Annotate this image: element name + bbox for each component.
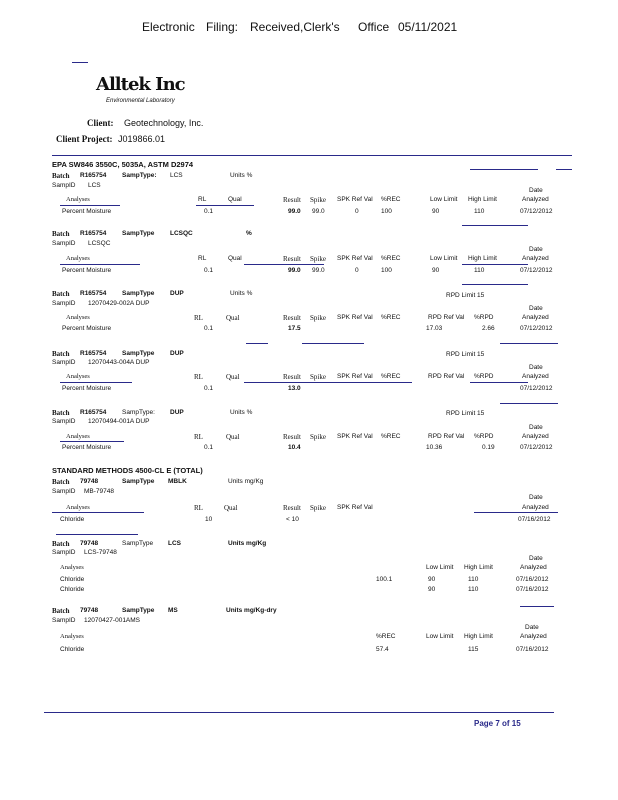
batch-id: 79748 — [80, 607, 99, 614]
analyses-header: Analyses — [60, 564, 84, 571]
result-header: Result — [283, 255, 301, 263]
high-limit-value: 115 — [468, 646, 479, 653]
analyte: Chloride — [60, 516, 85, 523]
batch-label: Batch — [52, 172, 70, 180]
analyte: Percent Moisture — [62, 385, 112, 392]
sampid-label: SampID — [52, 359, 76, 366]
samptype-value: MS — [168, 607, 178, 614]
date-value: 07/12/2012 — [520, 444, 553, 451]
high-limit-value: 110 — [468, 576, 479, 583]
analyses-header: Analyses — [66, 196, 90, 203]
low-limit-value: 90 — [432, 208, 440, 215]
result-value: 10.4 — [288, 444, 301, 451]
qual-header: Qual — [226, 433, 240, 441]
analyzed-header: Analyzed — [522, 196, 549, 203]
result-header: Result — [283, 504, 301, 512]
spk-ref-val-header: SPK Ref Val — [337, 255, 373, 262]
analyte: Chloride — [60, 586, 85, 593]
sampid-label: SampID — [52, 617, 76, 624]
rec-header: %REC — [381, 255, 401, 262]
date-value: 07/16/2012 — [516, 646, 549, 653]
low-limit-value: 90 — [432, 267, 440, 274]
header-date: 05/11/2021 — [398, 20, 458, 34]
rec-value: 100 — [381, 208, 392, 215]
high-limit-header: High Limit — [464, 633, 493, 640]
page-number: Page 7 of 15 — [474, 719, 521, 728]
result-header: Result — [283, 373, 301, 381]
spike-header: Spike — [310, 255, 326, 263]
samptype-label: SampType: — [122, 172, 157, 179]
batch-label: Batch — [52, 290, 70, 298]
low-limit-header: Low Limit — [426, 633, 454, 640]
samptype-value: DUP — [170, 409, 184, 416]
batch-id: 79748 — [80, 540, 99, 547]
analyte: Percent Moisture — [62, 267, 112, 274]
spike-header: Spike — [310, 373, 326, 381]
sampid-label: SampID — [52, 549, 76, 556]
rl-value: 0.1 — [204, 267, 214, 274]
low-limit-header: Low Limit — [426, 564, 454, 571]
rec-value: 100.1 — [376, 576, 393, 583]
analyzed-header: Analyzed — [522, 373, 549, 380]
batch-id: R165754 — [80, 172, 107, 179]
analyte: Chloride — [60, 646, 85, 653]
analyzed-header: Analyzed — [522, 314, 549, 321]
spk-ref-value: 0 — [355, 208, 359, 215]
date-label: Date — [529, 424, 543, 431]
result-value: 99.0 — [288, 208, 301, 215]
qual-header: Qual — [224, 504, 238, 512]
result-header: Result — [283, 196, 301, 204]
rl-value: 0.1 — [204, 385, 214, 392]
analyses-header: Analyses — [66, 373, 90, 380]
header-received: Received,Clerk's — [250, 20, 340, 34]
rpd-header: %RPD — [474, 314, 494, 321]
batch-label: Batch — [52, 409, 70, 417]
date-label: Date — [529, 187, 543, 194]
samptype-label: SampType — [122, 478, 155, 485]
rpd-limit-label: RPD Limit 15 — [446, 410, 485, 417]
high-limit-value: 110 — [468, 586, 479, 593]
rl-header: RL — [198, 196, 207, 203]
client-value: Geotechnology, Inc. — [124, 118, 204, 128]
rpd-header: %RPD — [474, 373, 494, 380]
rec-header: %REC — [381, 373, 401, 380]
rpd-value: 2.66 — [482, 325, 495, 332]
samptype-label: SampType — [122, 607, 155, 614]
units-label: Units mg/Kg — [228, 540, 267, 547]
analyses-header: Analyses — [60, 633, 84, 640]
batch-id: R165754 — [80, 290, 107, 297]
client-project-label: Client Project: — [56, 134, 113, 144]
result-header: Result — [283, 314, 301, 322]
spike-header: Spike — [310, 433, 326, 441]
date-value: 07/12/2012 — [520, 208, 553, 215]
method-title-1: EPA SW846 3550C, 5035A, ASTM D2974 — [52, 160, 194, 169]
batch-id: R165754 — [80, 230, 107, 237]
date-value: 07/16/2012 — [518, 516, 551, 523]
date-label: Date — [529, 555, 543, 562]
samptype-label: SampType — [122, 290, 155, 297]
low-limit-value: 90 — [428, 576, 436, 583]
header-electronic: Electronic — [142, 20, 195, 34]
analyses-header: Analyses — [66, 255, 90, 262]
batch-id: R165754 — [80, 350, 107, 357]
analyzed-header: Analyzed — [520, 564, 547, 571]
date-value: 07/12/2012 — [520, 385, 553, 392]
sampid-value: 12070443-004A DUP — [88, 359, 150, 366]
rpd-ref-val-header: RPD Ref Val — [428, 433, 465, 440]
analyzed-header: Analyzed — [522, 255, 549, 262]
header-office: Office — [358, 20, 390, 34]
samptype-label: SampType: — [122, 409, 155, 416]
samptype-label: SampType — [122, 230, 155, 237]
date-value: 07/12/2012 — [520, 325, 553, 332]
analyzed-header: Analyzed — [522, 433, 549, 440]
lab-logo: Alltek Inc — [96, 74, 185, 95]
batch-label: Batch — [52, 230, 70, 238]
sampid-value: LCS-79748 — [84, 549, 117, 556]
rec-header: %REC — [381, 314, 401, 321]
spk-ref-val-header: SPK Ref Val — [337, 504, 373, 511]
rpd-value: 0.19 — [482, 444, 495, 451]
date-value: 07/16/2012 — [516, 586, 549, 593]
rpd-limit-label: RPD Limit 15 — [446, 292, 485, 299]
rl-header: RL — [194, 433, 203, 441]
high-limit-header: High Limit — [468, 196, 497, 203]
sampid-value: 12070494-001A DUP — [88, 418, 150, 425]
spike-header: Spike — [310, 196, 326, 204]
rpd-limit-label: RPD Limit 15 — [446, 351, 485, 358]
rpd-ref-val-header: RPD Ref Val — [428, 314, 465, 321]
analyte: Percent Moisture — [62, 444, 112, 451]
units-label: % — [246, 230, 252, 237]
qual-header: Qual — [226, 314, 240, 322]
client-project-value: J019866.01 — [118, 134, 166, 144]
high-limit-value: 110 — [474, 208, 485, 215]
units-label: Units % — [230, 172, 253, 179]
samptype-value: DUP — [170, 350, 184, 357]
rpd-header: %RPD — [474, 433, 494, 440]
header-filing: Filing: — [206, 20, 239, 34]
qual-header: Qual — [228, 255, 242, 262]
sampid-value: LCSQC — [88, 240, 111, 247]
batch-label: Batch — [52, 540, 70, 548]
spk-ref-val-header: SPK Ref Val — [337, 373, 373, 380]
sampid-value: LCS — [88, 182, 101, 189]
date-label: Date — [529, 494, 543, 501]
method-title-2: STANDARD METHODS 4500-CL E (TOTAL) — [52, 466, 203, 475]
samptype-value: LCS — [168, 540, 181, 547]
high-limit-header: High Limit — [464, 564, 493, 571]
rl-header: RL — [194, 373, 203, 381]
analyzed-header: Analyzed — [522, 504, 549, 511]
spk-ref-val-header: SPK Ref Val — [337, 314, 373, 321]
high-limit-value: 110 — [474, 267, 485, 274]
batch-id: 79748 — [80, 478, 99, 485]
qual-header: Qual — [228, 196, 242, 203]
result-value: 13.0 — [288, 385, 301, 392]
samptype-value: MBLK — [168, 478, 187, 485]
batch-label: Batch — [52, 478, 70, 486]
spike-header: Spike — [310, 314, 326, 322]
samptype-value: DUP — [170, 290, 184, 297]
sampid-label: SampID — [52, 182, 76, 189]
date-value: 07/16/2012 — [516, 576, 549, 583]
spike-value: 99.0 — [312, 267, 325, 274]
analyzed-header: Analyzed — [520, 633, 547, 640]
lab-logo-subtitle: Environmental Laboratory — [106, 98, 175, 104]
sampid-label: SampID — [52, 488, 76, 495]
low-limit-value: 90 — [428, 586, 436, 593]
spike-header: Spike — [310, 504, 326, 512]
rl-value: 0.1 — [204, 208, 214, 215]
date-label: Date — [529, 305, 543, 312]
low-limit-header: Low Limit — [430, 196, 458, 203]
low-limit-header: Low Limit — [430, 255, 458, 262]
sampid-value: 12070429-002A DUP — [88, 300, 150, 307]
sampid-label: SampID — [52, 240, 76, 247]
rec-header: %REC — [376, 633, 396, 640]
rec-value: 100 — [381, 267, 392, 274]
analyte: Percent Moisture — [62, 325, 112, 332]
date-value: 07/12/2012 — [520, 267, 553, 274]
rl-header: RL — [194, 314, 203, 322]
sampid-value: 12070427-001AMS — [84, 617, 141, 624]
batch-id: R165754 — [80, 409, 107, 416]
spk-ref-val-header: SPK Ref Val — [337, 196, 373, 203]
units-label: Units % — [230, 290, 253, 297]
analyses-header: Analyses — [66, 433, 90, 440]
result-header: Result — [283, 433, 301, 441]
spk-ref-value: 0 — [355, 267, 359, 274]
batch-label: Batch — [52, 350, 70, 358]
rec-value: 57.4 — [376, 646, 389, 653]
analyses-header: Analyses — [66, 504, 90, 511]
rl-header: RL — [194, 504, 203, 512]
samptype-value: LCS — [170, 172, 183, 179]
samptype-label: SampType — [122, 540, 154, 547]
date-label: Date — [525, 624, 539, 631]
units-label: Units % — [230, 409, 253, 416]
rec-header: %REC — [381, 196, 401, 203]
rpd-ref-value: 17.03 — [426, 325, 443, 332]
client-label: Client: — [87, 118, 114, 128]
rpd-ref-val-header: RPD Ref Val — [428, 373, 465, 380]
result-value: 17.5 — [288, 325, 301, 332]
result-value: 99.0 — [288, 267, 301, 274]
analyte: Percent Moisture — [62, 208, 112, 215]
analyses-header: Analyses — [66, 314, 90, 321]
sampid-label: SampID — [52, 300, 76, 307]
units-label: Units mg/Kg-dry — [226, 607, 277, 614]
rpd-ref-value: 10.36 — [426, 444, 443, 451]
spike-value: 99.0 — [312, 208, 325, 215]
sampid-label: SampID — [52, 418, 76, 425]
samptype-value: LCSQC — [170, 230, 193, 237]
analyte: Chloride — [60, 576, 85, 583]
batch-label: Batch — [52, 607, 70, 615]
rl-value: 0.1 — [204, 444, 214, 451]
rl-header: RL — [198, 255, 207, 262]
date-label: Date — [529, 246, 543, 253]
rl-value: 10 — [205, 516, 213, 523]
spk-ref-val-header: SPK Ref Val — [337, 433, 373, 440]
high-limit-header: High Limit — [468, 255, 497, 262]
rec-header: %REC — [381, 433, 401, 440]
samptype-label: SampType — [122, 350, 155, 357]
units-label: Units mg/Kg — [228, 478, 264, 485]
result-value: < 10 — [286, 516, 299, 523]
qual-header: Qual — [226, 373, 240, 381]
rl-value: 0.1 — [204, 325, 214, 332]
sampid-value: MB-79748 — [84, 488, 114, 495]
date-label: Date — [529, 364, 543, 371]
